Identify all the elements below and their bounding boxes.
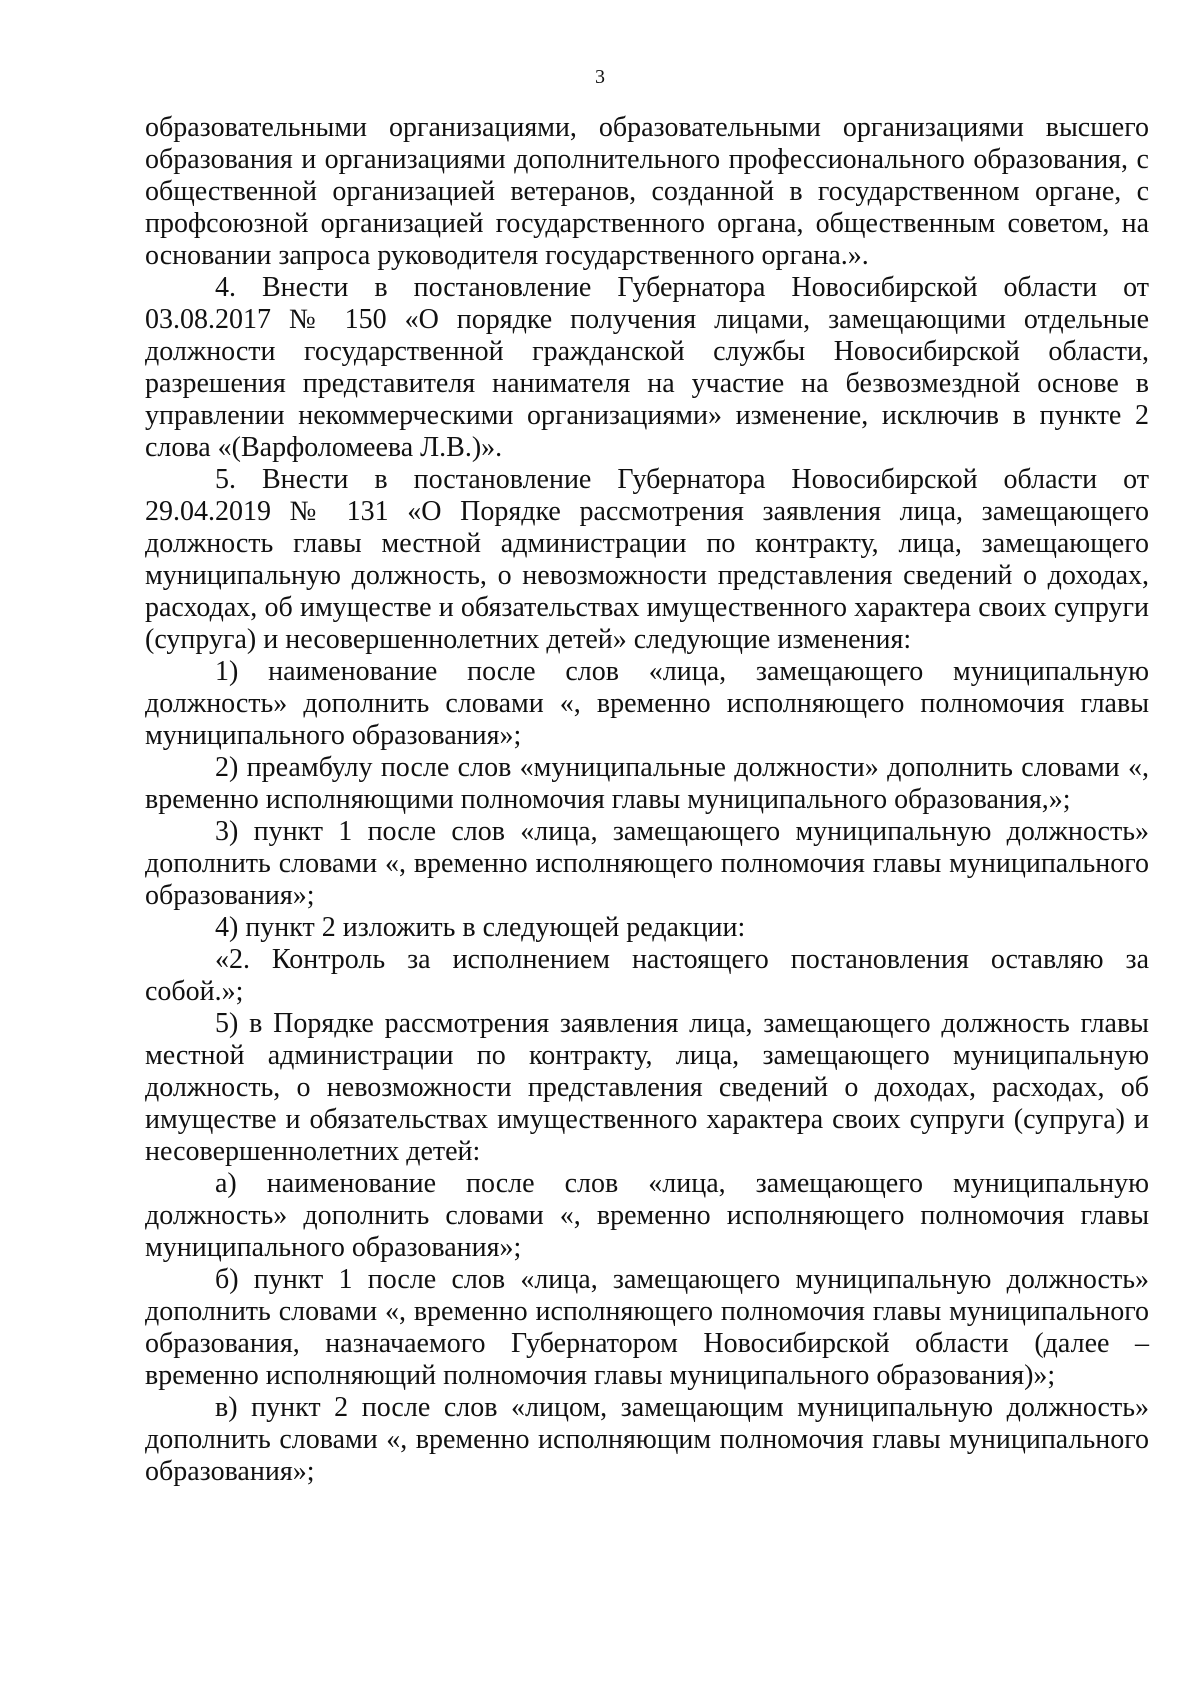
quoted-clause-2: «2. Контроль за исполнением настоящего постановления оставляю за собой.»; <box>145 944 1149 1007</box>
document-body <box>145 112 1149 1488</box>
subitem-1: 1) наименование после слов «лица, замещающего муниципальную должность» дополнить словами «, временно исполняющего полномочия главы муниципального образования»; <box>145 656 1149 751</box>
paragraph-continuation: образовательными организациями, образовательными организациями высшего образования и организациями дополнительного профессионального образования, с общественной организацией ветеранов, созданной в государственном органе, с профсоюзной организацией государственного органа, общественным советом, на основании запроса руководителя государственного органа.». <box>145 112 1149 271</box>
subitem-3: 3) пункт 1 после слов «лица, замещающего муниципальную должность» дополнить словами «, временно исполняющего полномочия главы муниципального образования»; <box>145 816 1149 911</box>
paragraph-item-4: 4. Внести в постановление Губернатора Новосибирской области от 03.08.2017 № 150 «О порядке получения лицами, замещающими отдельные должности государственной гражданской службы Новосибирской области, разрешения представителя нанимателя на участие на безвозмездной основе в управлении некоммерческими организациями» изменение, исключив в пункте 2 слова «(Варфоломеева Л.В.)». <box>145 272 1149 463</box>
subitem-b: б) пункт 1 после слов «лица, замещающего муниципальную должность» дополнить словами «, временно исполняющего полномочия главы муниципального образования, назначаемого Губернатором Новосибирской области (далее – временно исполняющий полномочия главы муниципального образования)»; <box>145 1264 1149 1391</box>
subitem-5: 5) в Порядке рассмотрения заявления лица, замещающего должность главы местной администрации по контракту, лица, замещающего муниципальную должность, о невозможности представления сведений о доходах, расходах, об имуществе и обязательствах имущественного характера своих супруги (супруга) и несовершеннолетних детей: <box>145 1008 1149 1167</box>
subitem-4: 4) пункт 2 изложить в следующей редакции: <box>215 912 746 943</box>
subitem-v: в) пункт 2 после слов «лицом, замещающим муниципальную должность» дополнить словами «, временно исполняющим полномочия главы муниципального образования»; <box>145 1392 1149 1487</box>
page-number: 3 <box>595 66 605 88</box>
paragraph-item-5: 5. Внести в постановление Губернатора Новосибирской области от 29.04.2019 № 131 «О Порядке рассмотрения заявления лица, замещающего должность главы местной администрации по контракту, лица, замещающего муниципальную должность, о невозможности представления сведений о доходах, расходах, об имуществе и обязательствах имущественного характера своих супруги (супруга) и несовершеннолетних детей» следующие изменения: <box>145 464 1149 655</box>
subitem-a: а) наименование после слов «лица, замещающего муниципальную должность» дополнить словами «, временно исполняющего полномочия главы муниципального образования»; <box>145 1168 1149 1263</box>
subitem-2: 2) преамбулу после слов «муниципальные должности» дополнить словами «, временно исполняющими полномочия главы муниципального образования,»; <box>145 752 1149 815</box>
